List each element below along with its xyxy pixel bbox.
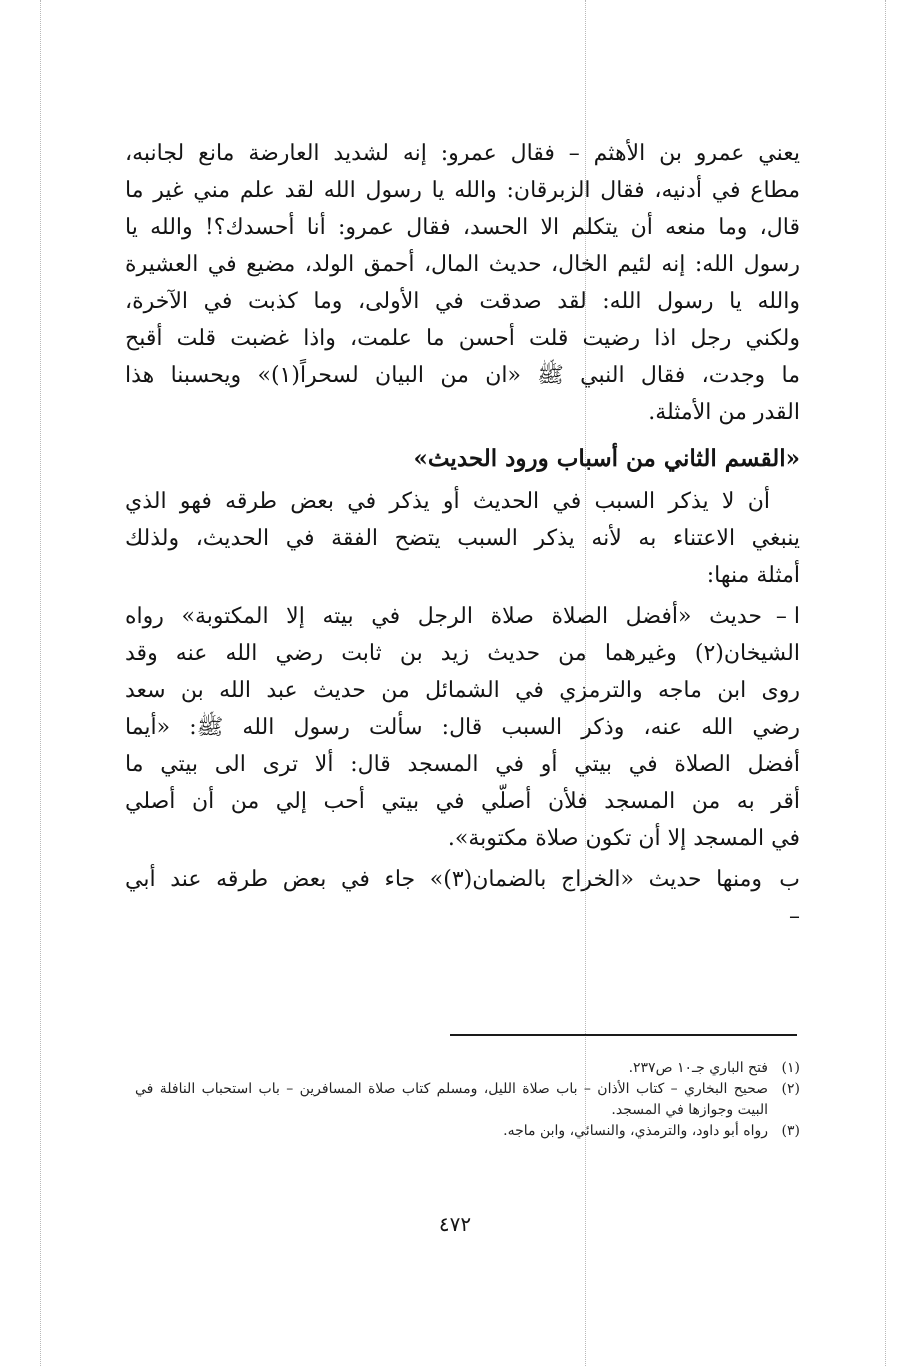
footnotes bbox=[135, 1058, 800, 1142]
text-line: ما وجدت، فقال النبي ﷺ «ان من البيان لسحراً(١)» ويحسبنا هذا bbox=[125, 363, 800, 388]
text-line: رسول الله: إنه لئيم الخال، حديث المال، أحمق الولد، مضيع في العشيرة bbox=[125, 252, 800, 277]
list-item-body bbox=[125, 598, 762, 635]
list-item-body bbox=[125, 861, 762, 935]
section-paragraph bbox=[125, 483, 800, 594]
section-heading: «القسم الثاني من أسباب ورود الحديث» bbox=[413, 445, 800, 472]
text-line: روى ابن ماجه والترمزي في الشمائل من حديث عبد الله بن سعد bbox=[125, 678, 800, 703]
list-item-marker: ب – bbox=[779, 867, 800, 929]
text-line: حديث «أفضل الصلاة صلاة الرجل في بيته إلا المكتوبة» رواه bbox=[125, 604, 762, 629]
text-line: ومنها حديث «الخراج بالضمان(٣)» جاء في بعض طرقه عند أبي bbox=[125, 867, 762, 892]
text-line: القدر من الأمثلة. bbox=[648, 400, 800, 425]
text-line: والله يا رسول الله: لقد صدقت في الأولى، وما كذبت في الآخرة، bbox=[125, 289, 800, 314]
text-line: أن لا يذكر السبب في الحديث أو يذكر في بعض طرقه فهو الذي bbox=[125, 489, 770, 514]
text-line: يعني عمرو بن الأهثم – فقال عمرو: إنه لشديد العارضة مانع لجانبه، bbox=[125, 141, 800, 166]
list-item-marker: ا – bbox=[775, 604, 800, 629]
list-item bbox=[125, 861, 800, 935]
footnote-number: (١) bbox=[781, 1060, 800, 1076]
intro-paragraph bbox=[125, 135, 800, 431]
scan-guide-line bbox=[885, 0, 886, 1366]
text-line: رضي الله عنه، وذكر السبب قال: سألت رسول الله ﷺ: «أيما bbox=[125, 715, 800, 740]
footnote-text: رواه أبو داود، والترمذي، والنسائي، وابن ماجه. bbox=[503, 1123, 768, 1139]
text-line: مطاع في أدنيه، فقال الزبرقان: والله يا رسول الله لقد علم مني غير ما bbox=[125, 178, 800, 203]
footnote-number: (٣) bbox=[781, 1123, 800, 1139]
footnote-text: فتح الباري جـ١٠ ص٢٣٧. bbox=[628, 1060, 768, 1076]
page-number: ٤٧٢ bbox=[438, 1212, 472, 1236]
text-line: أفضل الصلاة في بيتي أو في المسجد قال: ألا ترى الى بيتي ما bbox=[125, 752, 800, 777]
text-line: الشيخان(٢) وغيرهما من حديث زيد بن ثابت رضي الله عنه وقد bbox=[125, 641, 800, 666]
text-line: في المسجد إلا أن تكون صلاة مكتوبة». bbox=[447, 826, 800, 851]
footnote-text: صحيح البخاري – كتاب الأذان – باب صلاة الليل، ومسلم كتاب صلاة المسافرين – باب استحباب النافلة في البيت وجوازها في المسجد. bbox=[135, 1081, 768, 1118]
footnote bbox=[135, 1121, 800, 1142]
scan-guide-line bbox=[40, 0, 41, 1366]
list-item-continuation bbox=[125, 635, 800, 857]
footnote-separator bbox=[450, 1034, 797, 1036]
text-line: قال، وما منعه أن يتكلم الا الحسد، فقال عمرو: أنا أحسدك؟! والله يا bbox=[125, 215, 800, 240]
text-line: أمثلة منها: bbox=[706, 563, 800, 588]
footnote-number: (٢) bbox=[781, 1081, 800, 1097]
text-line: ولكني رجل اذا رضيت قلت أحسن ما علمت، واذا غضبت قلت أقبح bbox=[125, 326, 800, 351]
list-item bbox=[125, 598, 800, 635]
text-line: ينبغي الاعتناء به لأنه يذكر السبب يتضح الفقة في الحديث، ولذلك bbox=[125, 526, 800, 551]
text-line: أقر به من المسجد فلأن أصلّي في بيتي أحب إلي من أن أصلي bbox=[125, 789, 800, 814]
footnote bbox=[135, 1058, 800, 1079]
footnote bbox=[135, 1079, 800, 1121]
page-body bbox=[125, 135, 800, 935]
